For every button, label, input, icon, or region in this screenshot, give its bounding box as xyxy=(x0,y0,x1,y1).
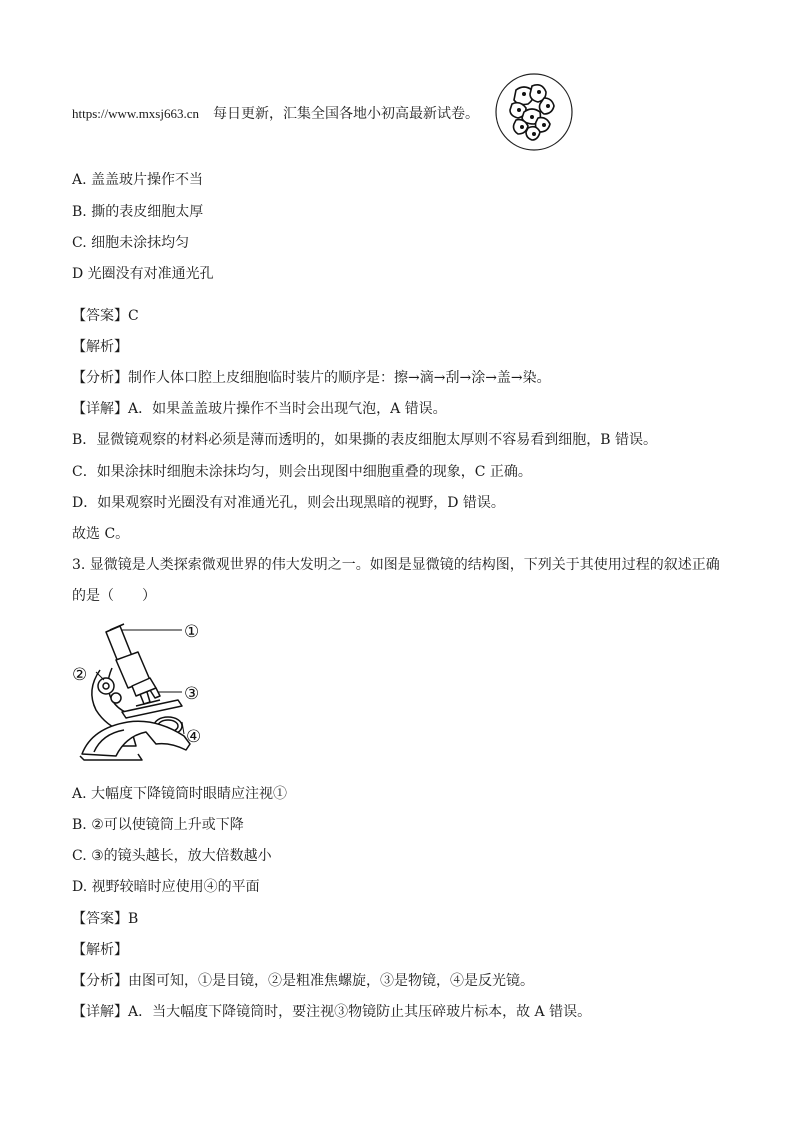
answer-value: B xyxy=(128,911,139,927)
xiangjie-tag: 【详解】 xyxy=(72,401,128,417)
q2-detail-c: C．如果涂抹时细胞未涂抹均匀，则会出现图中细胞重叠的现象，C 正确。 xyxy=(72,464,532,480)
label-3: ③ xyxy=(184,684,200,704)
label-1: ① xyxy=(184,622,200,642)
site-url[interactable]: https://www.mxsj663.cn xyxy=(72,106,199,121)
q2-option-a: A. 盖盖玻片操作不当 xyxy=(72,172,204,188)
detail-text: A．如果盖盖玻片操作不当时会出现气泡，A 错误。 xyxy=(128,401,447,417)
fenxi-text: 由图可知，①是目镜，②是粗准焦螺旋，③是物镜，④是反光镜。 xyxy=(128,973,534,989)
site-slogan: 每日更新，汇集全国各地小初高最新试卷。 xyxy=(213,106,479,122)
microscope-diagram xyxy=(70,618,220,768)
fenxi-text: 制作人体口腔上皮细胞临时装片的顺序是：擦→滴→刮→涂→盖→染。 xyxy=(128,370,551,386)
q2-option-d: D 光圈没有对准通光孔 xyxy=(72,266,214,282)
q3-option-b: B. ②可以使镜筒上升或下降 xyxy=(72,817,244,833)
q2-option-c: C. 细胞未涂抹均匀 xyxy=(72,235,190,251)
label-4: ④ xyxy=(186,727,202,747)
fenxi-tag: 【分析】 xyxy=(72,370,128,386)
q3-answer xyxy=(72,909,138,929)
xiangjie-tag: 【详解】 xyxy=(72,1004,128,1020)
cell-view-image xyxy=(494,72,574,152)
q2-detail-d: D．如果观察时光圈没有对准通光孔，则会出现黑暗的视野，D 错误。 xyxy=(72,495,505,511)
q2-conclusion: 故选 C。 xyxy=(72,526,130,542)
q2-detail-a xyxy=(72,399,447,419)
q2-answer xyxy=(72,306,139,326)
q2-option-b: B. 撕的表皮细胞太厚 xyxy=(72,204,204,220)
q3-option-c: C. ③的镜头越长，放大倍数越小 xyxy=(72,848,272,864)
fenxi-tag: 【分析】 xyxy=(72,973,128,989)
q3-stem-line1: 3. 显微镜是人类探索微观世界的伟大发明之一。如图是显微镜的结构图，下列关于其使用过程的叙述正确 xyxy=(72,557,720,573)
answer-value: C xyxy=(128,308,139,324)
label-2: ② xyxy=(72,665,88,685)
q3-fenxi xyxy=(72,971,534,991)
detail-text: A．当大幅度下降镜筒时，要注视③物镜防止其压碎玻片标本，故 A 错误。 xyxy=(128,1004,592,1020)
q3-stem-line2: 的是（ ） xyxy=(72,588,156,604)
q3-option-a: A. 大幅度下降镜筒时眼睛应注视① xyxy=(72,786,288,802)
q3-analysis-tag: 【解析】 xyxy=(72,942,128,958)
q2-fenxi xyxy=(72,368,551,388)
header-line xyxy=(72,104,479,124)
q3-detail-a xyxy=(72,1002,591,1022)
answer-tag: 【答案】 xyxy=(72,911,128,927)
q2-detail-b: B．显微镜观察的材料必须是薄而透明的，如果撕的表皮细胞太厚则不容易看到细胞，B 错误。 xyxy=(72,432,658,448)
answer-tag: 【答案】 xyxy=(72,308,128,324)
q3-option-d: D. 视野较暗时应使用④的平面 xyxy=(72,879,260,895)
q2-analysis-tag: 【解析】 xyxy=(72,339,128,355)
